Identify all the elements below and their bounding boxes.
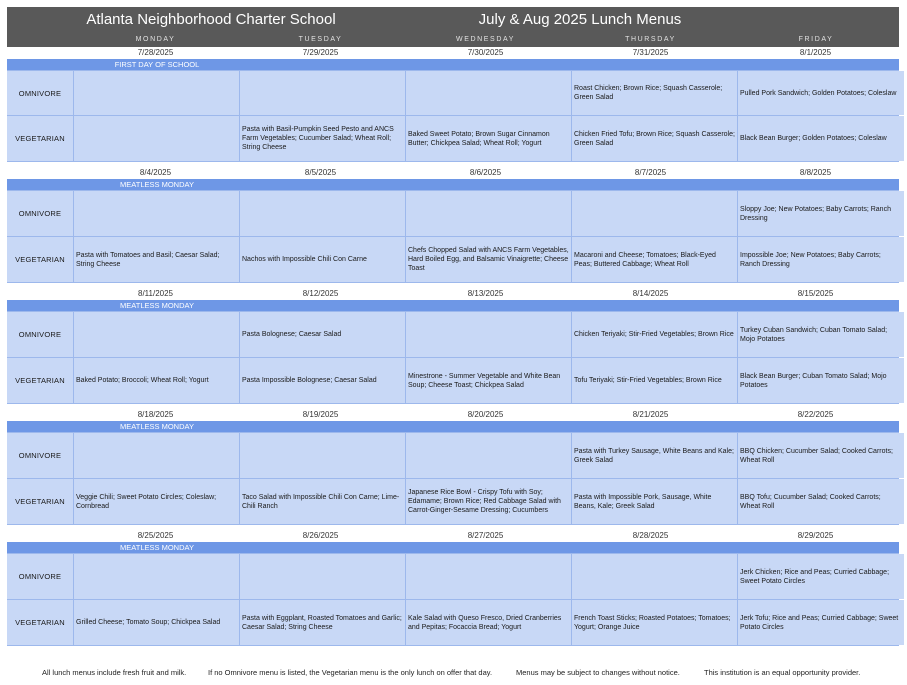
menu-grid [7, 432, 899, 525]
date-tuesday: 8/19/2025 [302, 410, 339, 419]
date-friday: 8/22/2025 [797, 410, 834, 419]
vegetarian-menu-wednesday: Baked Sweet Potato; Brown Sugar Cinnamon Butter; Chickpea Salad; Wheat Roll; Yogurt [406, 116, 571, 161]
note-bar [7, 421, 899, 432]
omnivore-menu-thursday: Roast Chicken; Brown Rice; Squash Casserole; Green Salad [572, 71, 737, 115]
omnivore-menu-friday: Pulled Pork Sandwich; Golden Potatoes; Coleslaw [738, 71, 904, 115]
school-name: Atlanta Neighborhood Charter School [86, 11, 336, 28]
vegetarian-menu-friday: Impossible Joe; New Potatoes; Baby Carrots; Ranch Dressing [738, 237, 904, 282]
omnivore-menu-friday: Sloppy Joe; New Potatoes; Baby Carrots; Ranch Dressing [738, 191, 904, 236]
date-wednesday: 7/30/2025 [467, 48, 504, 57]
vegetarian-row-label: VEGETARIAN [7, 600, 73, 645]
date-wednesday: 8/27/2025 [467, 531, 504, 540]
weekday-thursday: THURSDAY [625, 36, 676, 43]
date-row [7, 288, 899, 300]
week-block [7, 288, 899, 409]
date-row-spacer [7, 288, 73, 300]
omnivore-menu-monday [74, 433, 239, 478]
date-wednesday: 8/13/2025 [467, 289, 504, 298]
omnivore-menu-friday: BBQ Chicken; Cucumber Salad; Cooked Carrots; Wheat Roll [738, 433, 904, 478]
vegetarian-row-label: VEGETARIAN [7, 237, 73, 282]
vegetarian-menu-monday: Grilled Cheese; Tomato Soup; Chickpea Salad [74, 600, 239, 645]
omnivore-row-label: OMNIVORE [7, 433, 73, 478]
menu-grid [7, 70, 899, 162]
footer-note-changes: Menus may be subject to changes without notice. [516, 668, 680, 677]
date-row-spacer [7, 47, 73, 59]
date-row [7, 530, 899, 542]
week-block [7, 530, 899, 646]
menu-grid [7, 553, 899, 646]
footer-note-equal-opportunity: This institution is an equal opportunity provider. [704, 668, 861, 677]
header-banner [7, 7, 899, 32]
weekday-tuesday: TUESDAY [298, 36, 343, 43]
menu-sheet [7, 7, 899, 646]
date-row-spacer [7, 167, 73, 179]
vegetarian-menu-tuesday: Pasta with Eggplant, Roasted Tomatoes and Garlic; Caesar Salad; String Cheese [240, 600, 405, 645]
menu-title: July & Aug 2025 Lunch Menus [478, 11, 682, 28]
omnivore-row-label: OMNIVORE [7, 191, 73, 236]
omnivore-menu-wednesday [406, 191, 571, 236]
date-row [7, 167, 899, 179]
vegetarian-menu-thursday: Chicken Fried Tofu; Brown Rice; Squash Casserole; Green Salad [572, 116, 737, 161]
date-friday: 8/29/2025 [797, 531, 834, 540]
vegetarian-menu-wednesday: Japanese Rice Bowl - Crispy Tofu with Soy; Edamame; Brown Rice; Red Cabbage Salad with Carrot-Ginger-Sesame Dressing; Cucumbers [406, 479, 571, 524]
date-monday: 8/11/2025 [138, 289, 173, 298]
date-thursday: 8/28/2025 [632, 531, 669, 540]
omnivore-menu-monday [74, 191, 239, 236]
vegetarian-row-label: VEGETARIAN [7, 116, 73, 161]
omnivore-row-label: OMNIVORE [7, 312, 73, 357]
omnivore-menu-monday [74, 312, 239, 357]
date-tuesday: 7/29/2025 [302, 48, 339, 57]
vegetarian-menu-thursday: Pasta with Impossible Pork, Sausage, White Beans, Kale; Greek Salad [572, 479, 737, 524]
footer-notes [0, 667, 907, 679]
date-friday: 8/15/2025 [797, 289, 834, 298]
date-wednesday: 8/20/2025 [467, 410, 504, 419]
omnivore-menu-wednesday [406, 312, 571, 357]
date-tuesday: 8/12/2025 [302, 289, 339, 298]
omnivore-menu-tuesday [240, 433, 405, 478]
week-block [7, 167, 899, 288]
date-thursday: 7/31/2025 [632, 48, 669, 57]
menu-grid [7, 190, 899, 283]
note-label: FIRST DAY OF SCHOOL [114, 60, 200, 69]
omnivore-menu-monday [74, 554, 239, 599]
omnivore-menu-tuesday [240, 71, 405, 115]
vegetarian-menu-thursday: French Toast Sticks; Roasted Potatoes; Tomatoes; Yogurt; Orange Juice [572, 600, 737, 645]
omnivore-menu-wednesday [406, 554, 571, 599]
omnivore-menu-thursday [572, 191, 737, 236]
menu-grid [7, 311, 899, 404]
date-row-spacer [7, 409, 73, 421]
note-bar [7, 542, 899, 553]
omnivore-row-label: OMNIVORE [7, 71, 73, 115]
vegetarian-menu-wednesday: Minestrone - Summer Vegetable and White Bean Soup; Cheese Toast; Chickpea Salad [406, 358, 571, 403]
vegetarian-menu-friday: Black Bean Burger; Golden Potatoes; Coleslaw [738, 116, 904, 161]
vegetarian-menu-friday: Jerk Tofu; Rice and Peas; Curried Cabbage; Sweet Potato Circles [738, 600, 904, 645]
weekday-header-spacer [7, 32, 73, 47]
weekday-friday: FRIDAY [798, 36, 834, 43]
note-bar [7, 179, 899, 190]
vegetarian-menu-friday: BBQ Tofu; Cucumber Salad; Cooked Carrots; Wheat Roll [738, 479, 904, 524]
date-monday: 8/18/2025 [137, 410, 174, 419]
vegetarian-menu-monday: Veggie Chili; Sweet Potato Circles; Coleslaw; Cornbread [74, 479, 239, 524]
note-label: MEATLESS MONDAY [120, 543, 194, 552]
vegetarian-menu-tuesday: Taco Salad with Impossible Chili Con Carne; Lime-Chili Ranch [240, 479, 405, 524]
omnivore-menu-friday: Turkey Cuban Sandwich; Cuban Tomato Salad; Mojo Potatoes [738, 312, 904, 357]
omnivore-menu-friday: Jerk Chicken; Rice and Peas; Curried Cabbage; Sweet Potato Circles [738, 554, 904, 599]
date-row-spacer [7, 530, 73, 542]
footer-note-vegetarian: If no Omnivore menu is listed, the Vegetarian menu is the only lunch on offer that day. [208, 668, 493, 677]
vegetarian-menu-wednesday: Kale Salad with Queso Fresco, Dried Cranberries and Pepitas; Focaccia Bread; Yogurt [406, 600, 571, 645]
date-friday: 8/8/2025 [799, 168, 832, 177]
omnivore-menu-tuesday: Pasta Bolognese; Caesar Salad [240, 312, 405, 357]
omnivore-menu-thursday [572, 554, 737, 599]
vegetarian-menu-monday: Pasta with Tomatoes and Basil; Caesar Salad; String Cheese [74, 237, 239, 282]
date-row [7, 409, 899, 421]
note-bar [7, 59, 899, 70]
vegetarian-menu-monday [74, 116, 239, 161]
date-row [7, 47, 899, 59]
date-thursday: 8/21/2025 [632, 410, 669, 419]
date-monday: 8/4/2025 [139, 168, 172, 177]
note-bar [7, 300, 899, 311]
omnivore-menu-monday [74, 71, 239, 115]
vegetarian-menu-wednesday: Chefs Chopped Salad with ANCS Farm Vegetables, Hard Boiled Egg, and Balsamic Vinaigrette; Cheese Toast [406, 237, 571, 282]
date-friday: 8/1/2025 [799, 48, 832, 57]
date-tuesday: 8/26/2025 [302, 531, 339, 540]
vegetarian-menu-tuesday: Pasta Impossible Bolognese; Caesar Salad [240, 358, 405, 403]
omnivore-menu-tuesday [240, 554, 405, 599]
date-tuesday: 8/5/2025 [304, 168, 337, 177]
footer-note-fruit-milk: All lunch menus include fresh fruit and milk. [42, 668, 187, 677]
vegetarian-menu-thursday: Tofu Teriyaki; Stir-Fried Vegetables; Brown Rice [572, 358, 737, 403]
note-label: MEATLESS MONDAY [120, 301, 194, 310]
vegetarian-menu-tuesday: Nachos with Impossible Chili Con Carne [240, 237, 405, 282]
omnivore-row-label: OMNIVORE [7, 554, 73, 599]
omnivore-menu-thursday: Pasta with Turkey Sausage, White Beans and Kale; Greek Salad [572, 433, 737, 478]
date-monday: 7/28/2025 [137, 48, 174, 57]
week-block [7, 47, 899, 167]
weekday-header [7, 32, 899, 47]
vegetarian-menu-thursday: Macaroni and Cheese; Tomatoes; Black-Eyed Peas; Buttered Cabbage; Wheat Roll [572, 237, 737, 282]
weekday-monday: MONDAY [135, 36, 176, 43]
vegetarian-menu-friday: Black Bean Burger; Cuban Tomato Salad; Mojo Potatoes [738, 358, 904, 403]
omnivore-menu-thursday: Chicken Teriyaki; Stir-Fried Vegetables; Brown Rice [572, 312, 737, 357]
vegetarian-menu-tuesday: Pasta with Basil-Pumpkin Seed Pesto and ANCS Farm Vegetables; Cucumber Salad; Wheat Roll; String Cheese [240, 116, 405, 161]
date-wednesday: 8/6/2025 [469, 168, 502, 177]
omnivore-menu-wednesday [406, 433, 571, 478]
note-label: MEATLESS MONDAY [120, 180, 194, 189]
vegetarian-row-label: VEGETARIAN [7, 358, 73, 403]
vegetarian-row-label: VEGETARIAN [7, 479, 73, 524]
weekday-wednesday: WEDNESDAY [456, 36, 515, 43]
date-thursday: 8/14/2025 [632, 289, 669, 298]
week-block [7, 409, 899, 530]
vegetarian-menu-monday: Baked Potato; Broccoli; Wheat Roll; Yogurt [74, 358, 239, 403]
omnivore-menu-tuesday [240, 191, 405, 236]
weeks-container [7, 47, 899, 646]
date-thursday: 8/7/2025 [634, 168, 667, 177]
date-monday: 8/25/2025 [137, 531, 174, 540]
omnivore-menu-wednesday [406, 71, 571, 115]
note-label: MEATLESS MONDAY [120, 422, 194, 431]
